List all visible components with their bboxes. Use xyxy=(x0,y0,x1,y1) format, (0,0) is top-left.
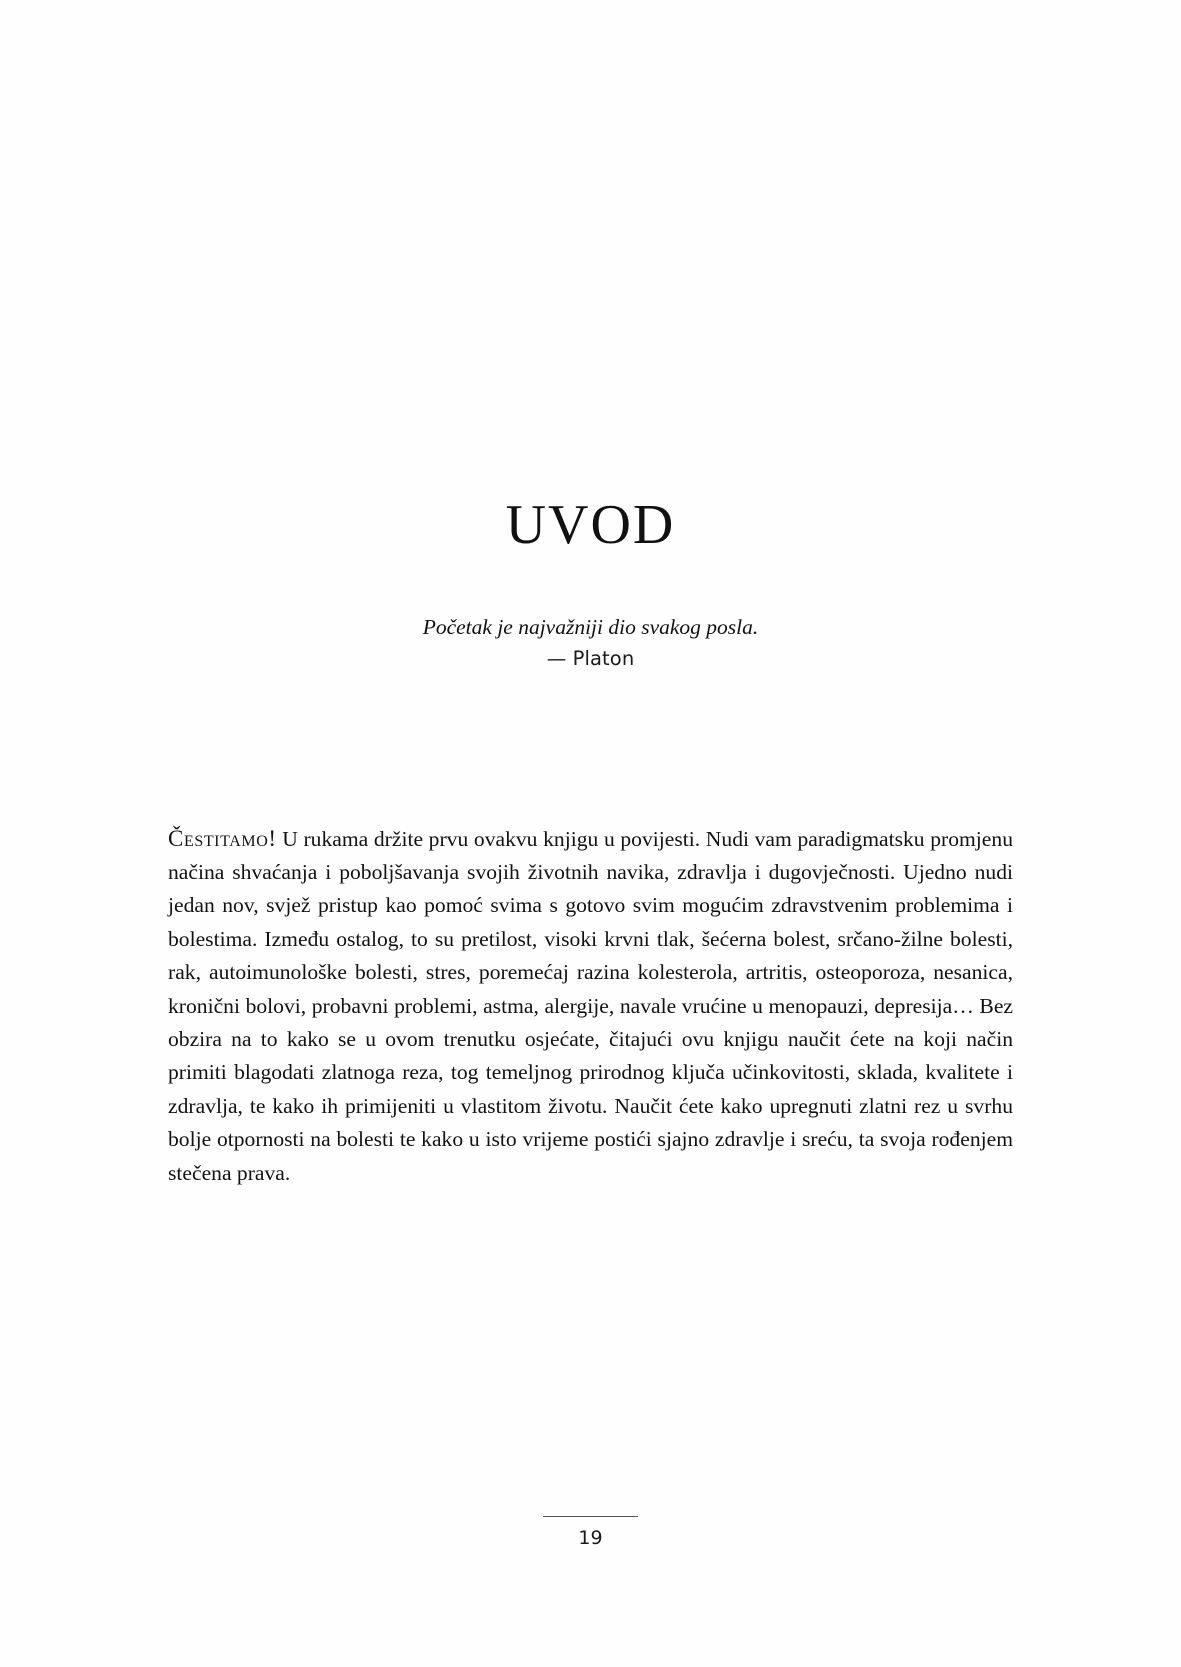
page-footer xyxy=(0,1516,1181,1549)
epigraph-attribution: — Platon xyxy=(546,647,635,671)
chapter-title: UVOD xyxy=(505,493,676,556)
lead-smallcaps: Čestitamo! xyxy=(168,825,277,851)
body-paragraph xyxy=(168,822,1013,1190)
page-content xyxy=(168,0,1013,1667)
folio-divider xyxy=(543,1516,638,1517)
epigraph-quote: Početak je najvažniji dio svakog posla. xyxy=(422,615,759,639)
page-number: 19 xyxy=(578,1527,603,1549)
epigraph-block xyxy=(168,612,1013,670)
body-paragraph-text: U rukama držite prvu ovakvu knjigu u povijesti. Nudi vam paradigmatsku promjenu načina shvaćanja i poboljšavanja svojih životnih navika, zdravlja i dugovječnosti. Ujedno nudi jedan nov, svjež pristup kao pomoć svima s gotovo svim mogućim zdravstvenim problemima i bolestima. Između ostalog, to su pretilost, visoki krvni tlak, šećerna bolest, srčano-žilne bolesti, rak, autoimunološke bolesti, stres, poremećaj razina kolesterola, artritis, osteoporoza, nesanica, kronični bolovi, probavni problemi, astma, alergije, navale vrućine u menopauzi, depresija… Bez obzira na to kako se u ovom trenutku osjećate, čitajući ovu knjigu naučit ćete na koji način primiti blagodati zlatnoga reza, tog temeljnog prirodnog ključa učinkovitosti, sklada, kvalitete i zdravlja, te kako ih primijeniti u vlastitom životu. Naučit ćete kako upregnuti zlatni rez u svrhu bolje otpornosti na bolesti te kako u isto vrijeme postići sjajno zdravlje i sreću, ta svoja rođenjem stečena prava. xyxy=(168,826,1013,1185)
